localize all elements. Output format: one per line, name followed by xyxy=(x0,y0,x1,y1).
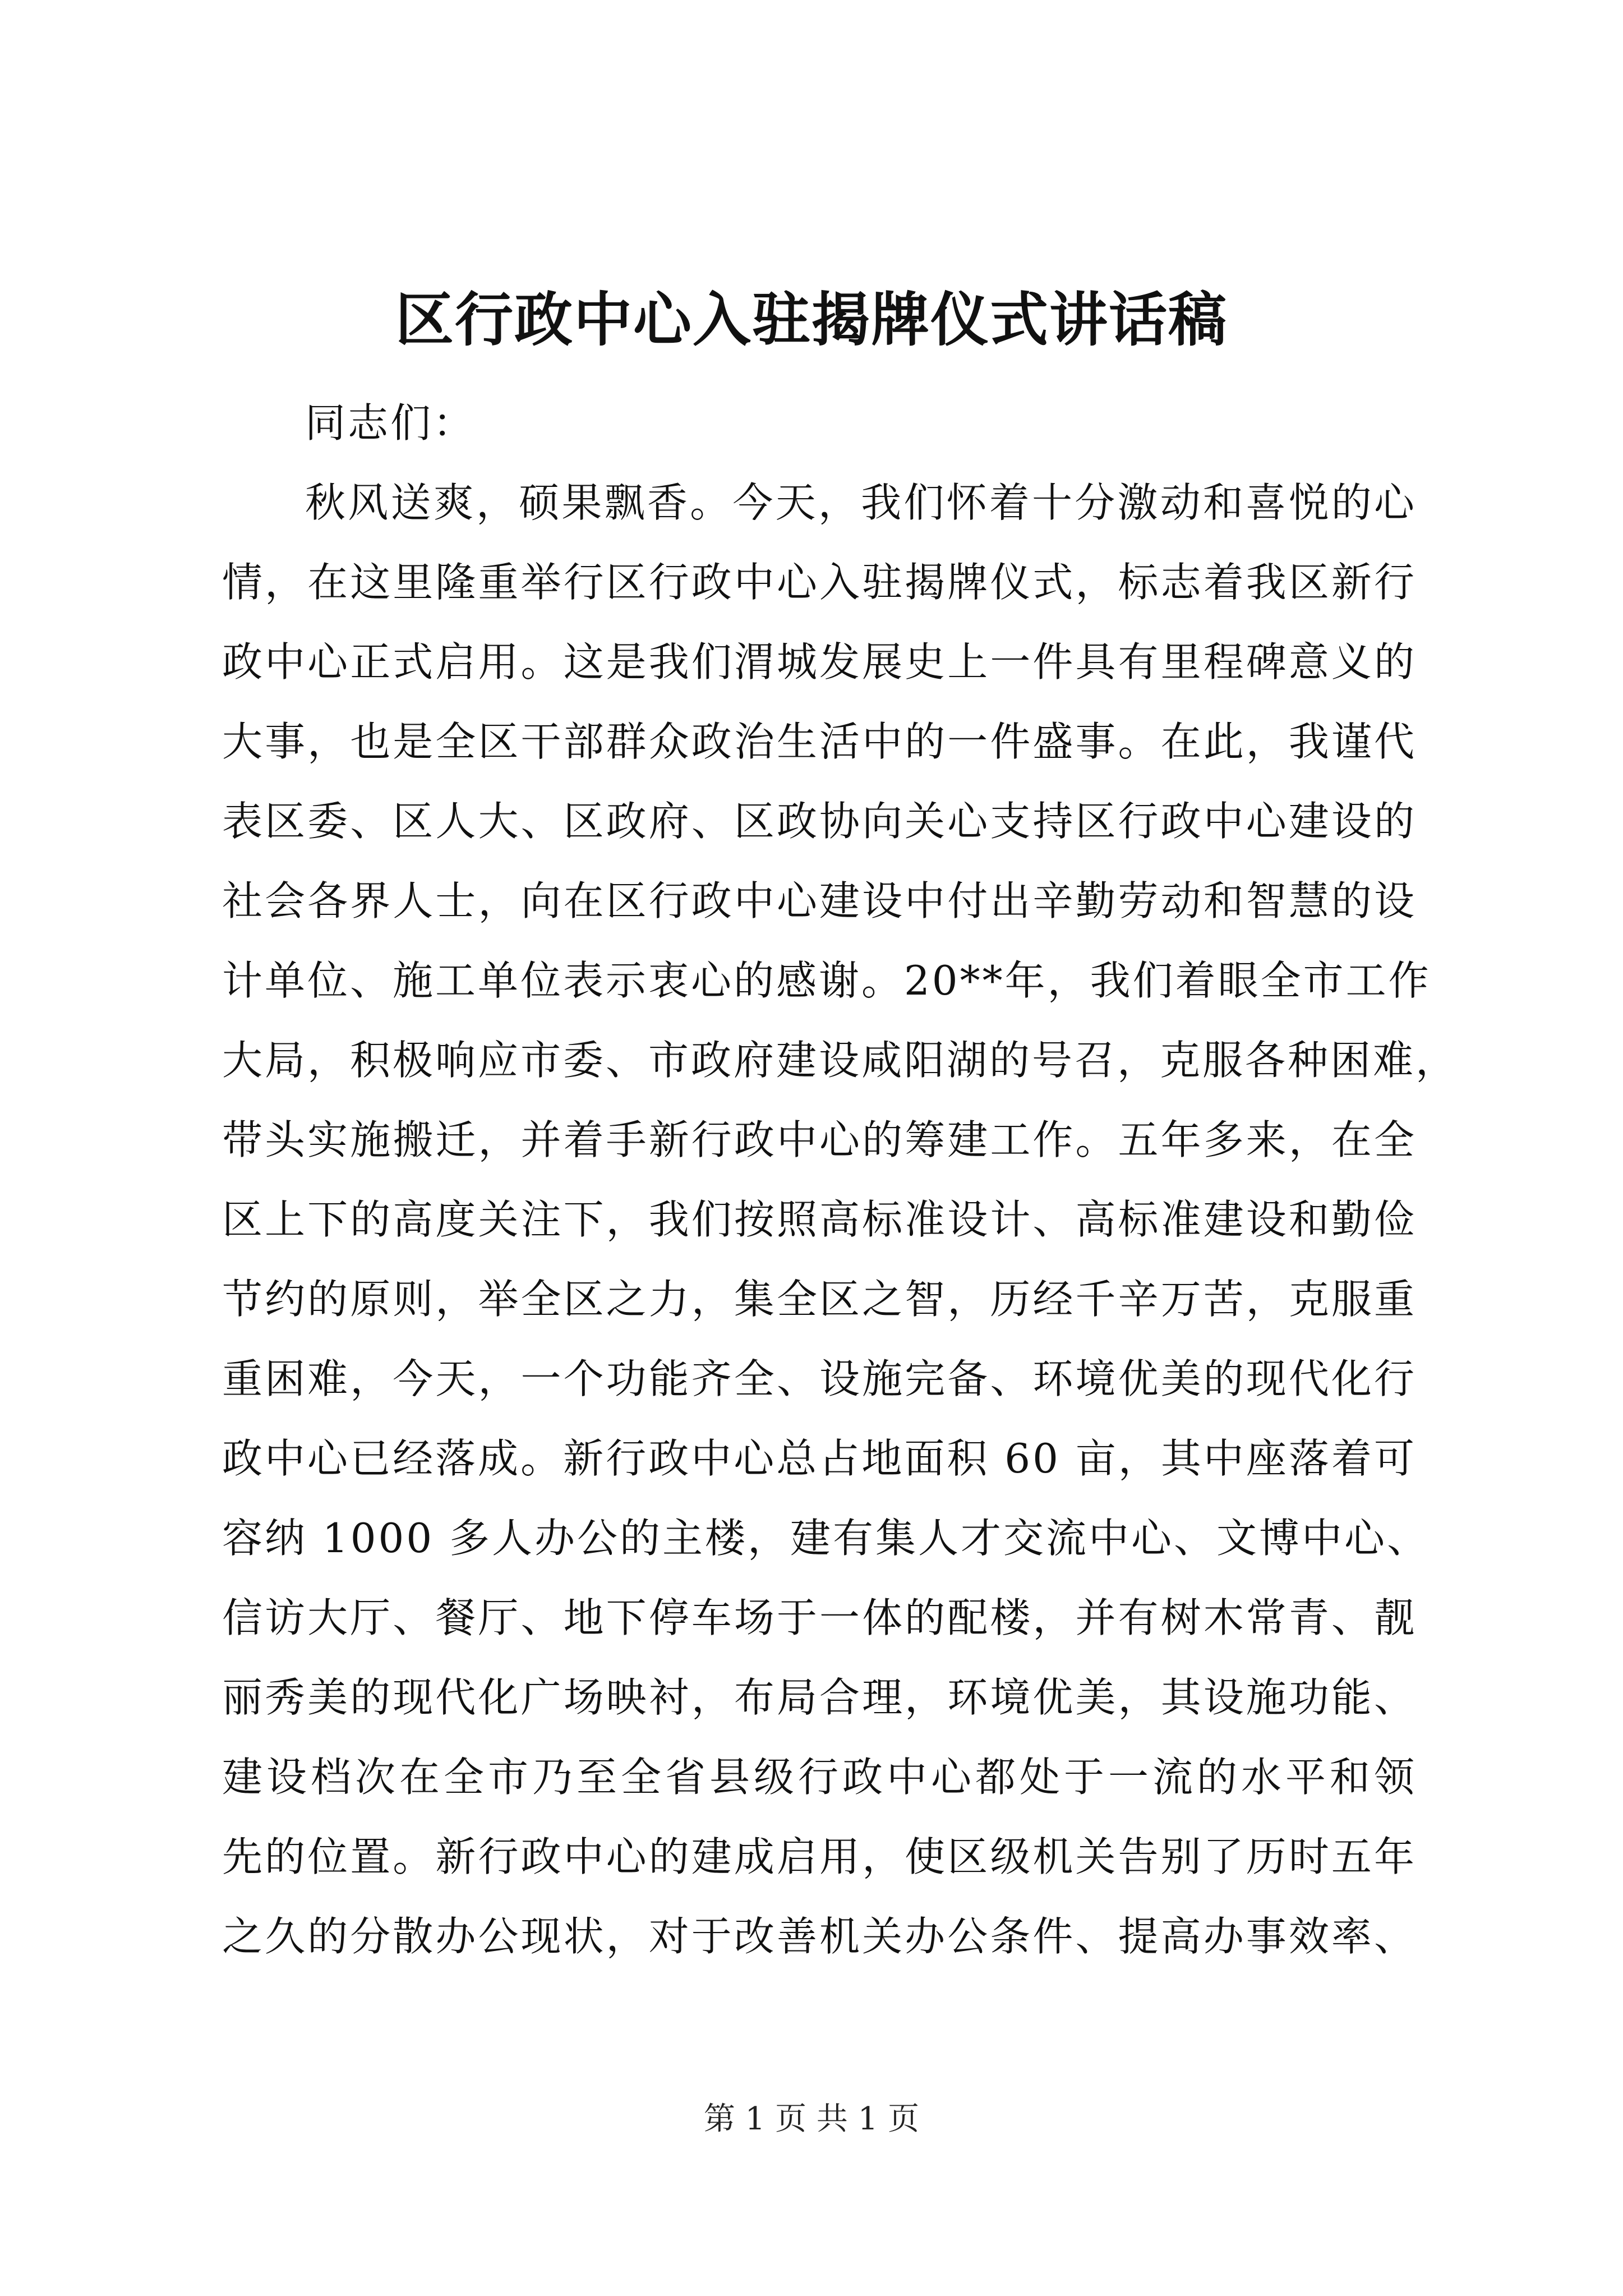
paragraph-line: 表区委、区人大、区政府、区政协向关心支持区行政中心建设的 xyxy=(222,798,1417,845)
paragraph-line: 建设档次在全市乃至全省县级行政中心都处于一流的水平和领 xyxy=(222,1754,1417,1801)
paragraph-line: 大事，也是全区干部群众政治生活中的一件盛事。在此，我谨代 xyxy=(222,718,1417,765)
paragraph-line: 丽秀美的现代化广场映衬，布局合理，环境优美，其设施功能、 xyxy=(222,1674,1417,1721)
paragraph-line: 节约的原则，举全区之力，集全区之智，历经千辛万苦，克服重 xyxy=(222,1276,1417,1323)
paragraph-line: 先的位置。新行政中心的建成启用，使区级机关告别了历时五年 xyxy=(222,1833,1417,1880)
paragraph-line: 带头实施搬迁，并着手新行政中心的筹建工作。五年多来，在全 xyxy=(222,1116,1417,1163)
document-body xyxy=(222,383,1459,1976)
document-title: 区行政中心入驻揭牌仪式讲话稿 xyxy=(395,285,1228,354)
paragraph-line: 区上下的高度关注下，我们按照高标准设计、高标准建设和勤俭 xyxy=(222,1196,1417,1243)
paragraph-line: 政中心已经落成。新行政中心总占地面积 60 亩，其中座落着可 xyxy=(222,1435,1417,1482)
salutation: 同志们： xyxy=(305,399,476,447)
paragraph-line: 情，在这里隆重举行区行政中心入驻揭牌仪式，标志着我区新行 xyxy=(222,559,1417,606)
paragraph-line: 之久的分散办公现状，对于改善机关办公条件、提高办事效率、 xyxy=(222,1913,1417,1960)
paragraph-line: 重困难，今天，一个功能齐全、设施完备、环境优美的现代化行 xyxy=(222,1355,1417,1402)
paragraph-line: 秋风送爽，硕果飘香。今天，我们怀着十分激动和喜悦的心 xyxy=(305,479,1417,526)
paragraph-line: 计单位、施工单位表示衷心的感谢。20**年，我们着眼全市工作 xyxy=(222,957,1431,1004)
paragraph-line: 大局，积极响应市委、市政府建设咸阳湖的号召，克服各种困难， xyxy=(222,1037,1459,1084)
paragraph-line: 容纳 1000 多人办公的主楼，建有集人才交流中心、文博中心、 xyxy=(222,1515,1430,1562)
paragraph-line: 政中心正式启用。这是我们渭城发展史上一件具有里程碑意义的 xyxy=(222,638,1417,685)
page-number-footer: 第 1 页 共 1 页 xyxy=(703,2101,920,2137)
paragraph-line: 信访大厅、餐厅、地下停车场于一体的配楼，并有树木常青、靓 xyxy=(222,1594,1417,1641)
paragraph-line: 社会各界人士，向在区行政中心建设中付出辛勤劳动和智慧的设 xyxy=(222,877,1417,924)
